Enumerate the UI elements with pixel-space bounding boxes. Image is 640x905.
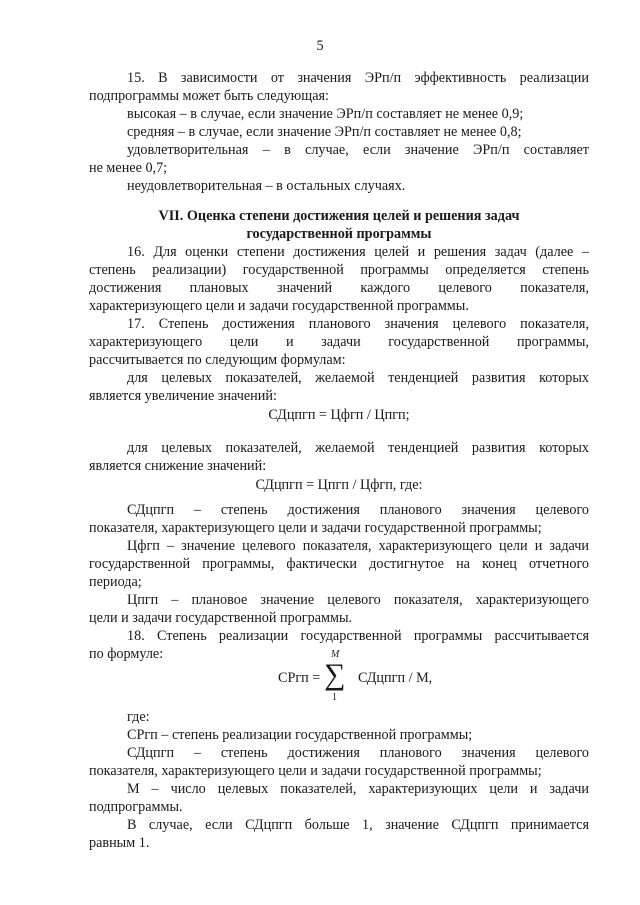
paragraph-17-line-2: характеризующего цели и задачи государственной программы, <box>89 334 589 350</box>
formula-increase: СДцпгп = Цфгп / Цпгп; <box>268 407 410 423</box>
definition-cfgp-line-2: государственной программы, фактически достигнутое на конец отчетного <box>89 556 589 572</box>
paragraph-18-line-2: по формуле: <box>89 646 164 662</box>
section-7-title-line-2: государственной программы <box>246 226 432 242</box>
definition-cpgp-line-1: Цпгп – плановое значение целевого показателя, характеризующего <box>127 592 589 608</box>
paragraph-15-line-2: подпрограммы может быть следующая: <box>89 88 329 104</box>
definition-cpgp-line-2: цели и задачи государственной программы. <box>89 610 353 626</box>
paragraph-16-line-4: характеризующего цели и задачи государственной программы. <box>89 298 469 314</box>
definition-m-line-2: подпрограммы. <box>89 799 183 815</box>
cap-rule-line-1: В случае, если СДцпгп больше 1, значение СДцпгп принимается <box>127 817 589 833</box>
sigma-symbol: ∑ <box>324 658 346 691</box>
increase-case-line-2: является увеличение значений: <box>89 388 277 404</box>
paragraph-17-line-1: 17. Степень достижения планового значения целевого показателя, <box>127 316 589 332</box>
formula-decrease: СДцпгп = Цпгп / Цфгп, где: <box>255 477 423 493</box>
sum-lower-limit: 1 <box>332 692 337 703</box>
paragraph-16-line-3: достижения плановых значений каждого целевого показателя, <box>89 280 589 296</box>
efficiency-satisfactory-line-2: не менее 0,7; <box>89 160 168 176</box>
paragraph-17-line-3: рассчитывается по следующим формулам: <box>89 352 346 368</box>
paragraph-16-line-2: степень реализации) государственной программы определяется степень <box>89 262 589 278</box>
formula-sum-right: СДцпгп / М, <box>358 670 433 686</box>
efficiency-satisfactory-line-1: удовлетворительная – в случае, если значение ЭРп/п составляет <box>127 142 589 158</box>
efficiency-unsatisfactory: неудовлетворительная – в остальных случаях. <box>127 178 406 194</box>
decrease-case-line-1: для целевых показателей, желаемой тенденцией развития которых <box>127 440 589 456</box>
definition-m-line-1: М – число целевых показателей, характеризующих цели и задачи <box>127 781 589 797</box>
efficiency-medium: средняя – в случае, если значение ЭРп/п составляет не менее 0,8; <box>127 124 522 140</box>
where-label: где: <box>127 709 150 725</box>
definition-sdcpgp-2-line-1: СДцпгп – степень достижения планового значения целевого <box>127 745 589 761</box>
definition-sdcpgp-line-1: СДцпгп – степень достижения планового значения целевого <box>127 502 589 518</box>
decrease-case-line-2: является снижение значений: <box>89 458 267 474</box>
sum-upper-limit: M <box>331 649 340 660</box>
page-number: 5 <box>316 38 324 54</box>
paragraph-18-line-1: 18. Степень реализации государственной программы рассчитывается <box>127 628 589 644</box>
formula-sum <box>278 650 478 706</box>
definition-sdcpgp-2-line-2: показателя, характеризующего цели и задачи государственной программы; <box>89 763 542 779</box>
section-7-title-line-1: VII. Оценка степени достижения целей и решения задач <box>158 208 520 224</box>
definition-cfgp-line-1: Цфгп – значение целевого показателя, характеризующего цели и задачи <box>127 538 589 554</box>
definition-sdcpgp-line-2: показателя, характеризующего цели и задачи государственной программы; <box>89 520 542 536</box>
paragraph-16-line-1: 16. Для оценки степени достижения целей и решения задач (далее – <box>127 244 589 260</box>
cap-rule-line-2: равным 1. <box>89 835 150 851</box>
paragraph-15-line-1: 15. В зависимости от значения ЭРп/п эффективность реализации <box>127 70 589 86</box>
definition-srgp: СРгп – степень реализации государственной программы; <box>127 727 473 743</box>
formula-sum-left: СРгп = <box>278 670 321 686</box>
increase-case-line-1: для целевых показателей, желаемой тенденцией развития которых <box>127 370 589 386</box>
definition-cfgp-line-3: периода; <box>89 574 142 590</box>
efficiency-high: высокая – в случае, если значение ЭРп/п составляет не менее 0,9; <box>127 106 524 122</box>
